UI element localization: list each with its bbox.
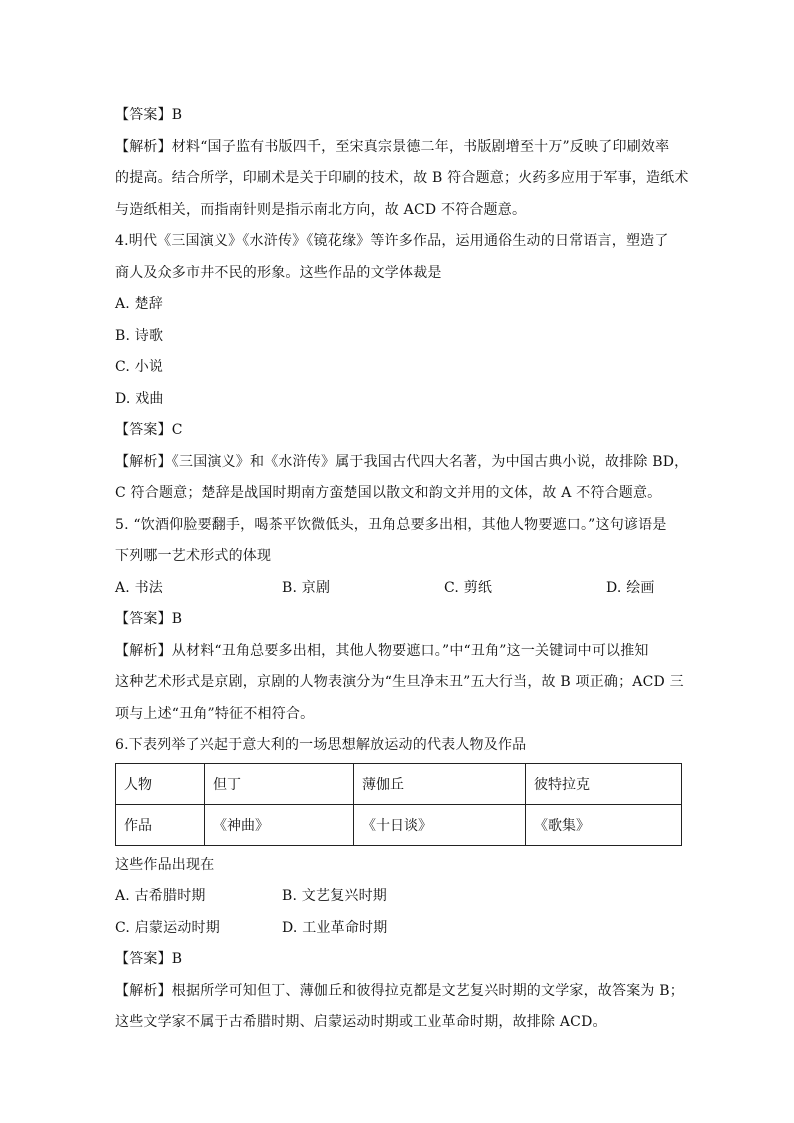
table-row: [116, 763, 682, 804]
q6-stem-2: 这些作品出现在: [115, 856, 215, 873]
q5-option-a: A. 书法: [115, 579, 164, 596]
q5-answer: 【答案】B: [115, 611, 183, 627]
q6-options-row-1: [115, 881, 685, 913]
table-cell: 《歌集》: [526, 804, 682, 845]
table-cell: 彼特拉克: [526, 763, 682, 804]
q6-option-a: A. 古希腊时期: [115, 888, 206, 904]
table-cell: 人物: [116, 763, 205, 804]
q3-answer: 【答案】B: [115, 107, 183, 123]
q5-option-b: B. 京剧: [282, 579, 331, 596]
q4-stem-line-1: 4.明代《三国演义》《水浒传》《镜花缘》等许多作品，运用通俗生动的日常语言，塑造了: [115, 233, 669, 249]
q5-analysis-line-3: 项与上述“丑角”特征不相符合。: [115, 705, 315, 722]
table-cell: 作品: [116, 804, 205, 845]
q6-options-row-2: [115, 913, 685, 945]
q4-stem-line-2: 商人及众多市井不民的形象。这些作品的文学体裁是: [115, 264, 442, 281]
table-cell: 但丁: [205, 763, 354, 804]
q6-option-d: D. 工业革命时期: [282, 919, 388, 936]
q6-analysis-line-2: 这些文学家不属于古希腊时期、启蒙运动时期或工业革命时期，故排除 ACD。: [115, 1014, 607, 1030]
q5-stem-line-2: 下列哪一艺术形式的体现: [115, 548, 272, 564]
q5-analysis-line-1: 【解析】从材料“丑角总要多出相，其他人物要遮口。”中“丑角”这一关键词中可以推知: [115, 642, 649, 659]
table-cell: 薄伽丘: [354, 763, 526, 804]
q5-analysis-line-2: 这种艺术形式是京剧，京剧的人物表演分为“生旦净末丑”五大行当，故 B 项正确；ACD 三: [115, 674, 684, 690]
q5-option-d: D. 绘画: [606, 579, 655, 596]
q6-table: [115, 763, 682, 846]
q4-option-b: B. 诗歌: [115, 327, 164, 344]
q6-option-b: B. 文艺复兴时期: [282, 888, 387, 904]
q3-analysis-line-2: 的提高。结合所学，印刷术是关于印刷的技术，故 B 符合题意；火药多应用于军事，造纸术: [115, 170, 689, 186]
q5-option-c: C. 剪纸: [444, 579, 493, 596]
q5-stem-line-1: 5. “饮酒仰脸要翻手，喝茶平饮微低头，丑角总要多出相，其他人物要遮口。”这句谚语是: [115, 516, 667, 533]
q4-option-c: C. 小说: [115, 359, 164, 375]
q4-analysis-line-1: 【解析】《三国演义》和《水浒传》属于我国古代四大名著，为中国古典小说，故排除 BD，: [115, 453, 689, 470]
document-page: [115, 100, 689, 1039]
q5-options-row: [115, 573, 685, 605]
q6-answer: 【答案】B: [115, 951, 183, 967]
q4-answer: 【答案】C: [115, 422, 183, 438]
q6-analysis-line-1: 【解析】根据所学可知但丁、薄伽丘和彼得拉克都是文艺复兴时期的文学家，故答案为 B；: [115, 982, 684, 999]
q6-stem: 6.下表列举了兴起于意大利的一场思想解放运动的代表人物及作品: [115, 737, 527, 753]
table-row: [116, 804, 682, 845]
q4-option-d: D. 戏曲: [115, 390, 164, 407]
q3-analysis-line-3: 与造纸相关，而指南针则是指示南北方向，故 ACD 不符合题意。: [115, 201, 527, 218]
q4-analysis-line-2: C 符合题意；楚辞是战国时期南方蛮楚国以散文和韵文并用的文体，故 A 不符合题意。: [115, 485, 662, 501]
q3-analysis-line-1: 【解析】材料“国子监有书版四千，至宋真宗景德二年，书版剧增至十万”反映了印刷效率: [115, 138, 670, 155]
table-cell: 《神曲》: [205, 804, 354, 845]
q6-option-c: C. 启蒙运动时期: [115, 919, 220, 936]
q4-option-a: A. 楚辞: [115, 296, 164, 312]
table-cell: 《十日谈》: [354, 804, 526, 845]
